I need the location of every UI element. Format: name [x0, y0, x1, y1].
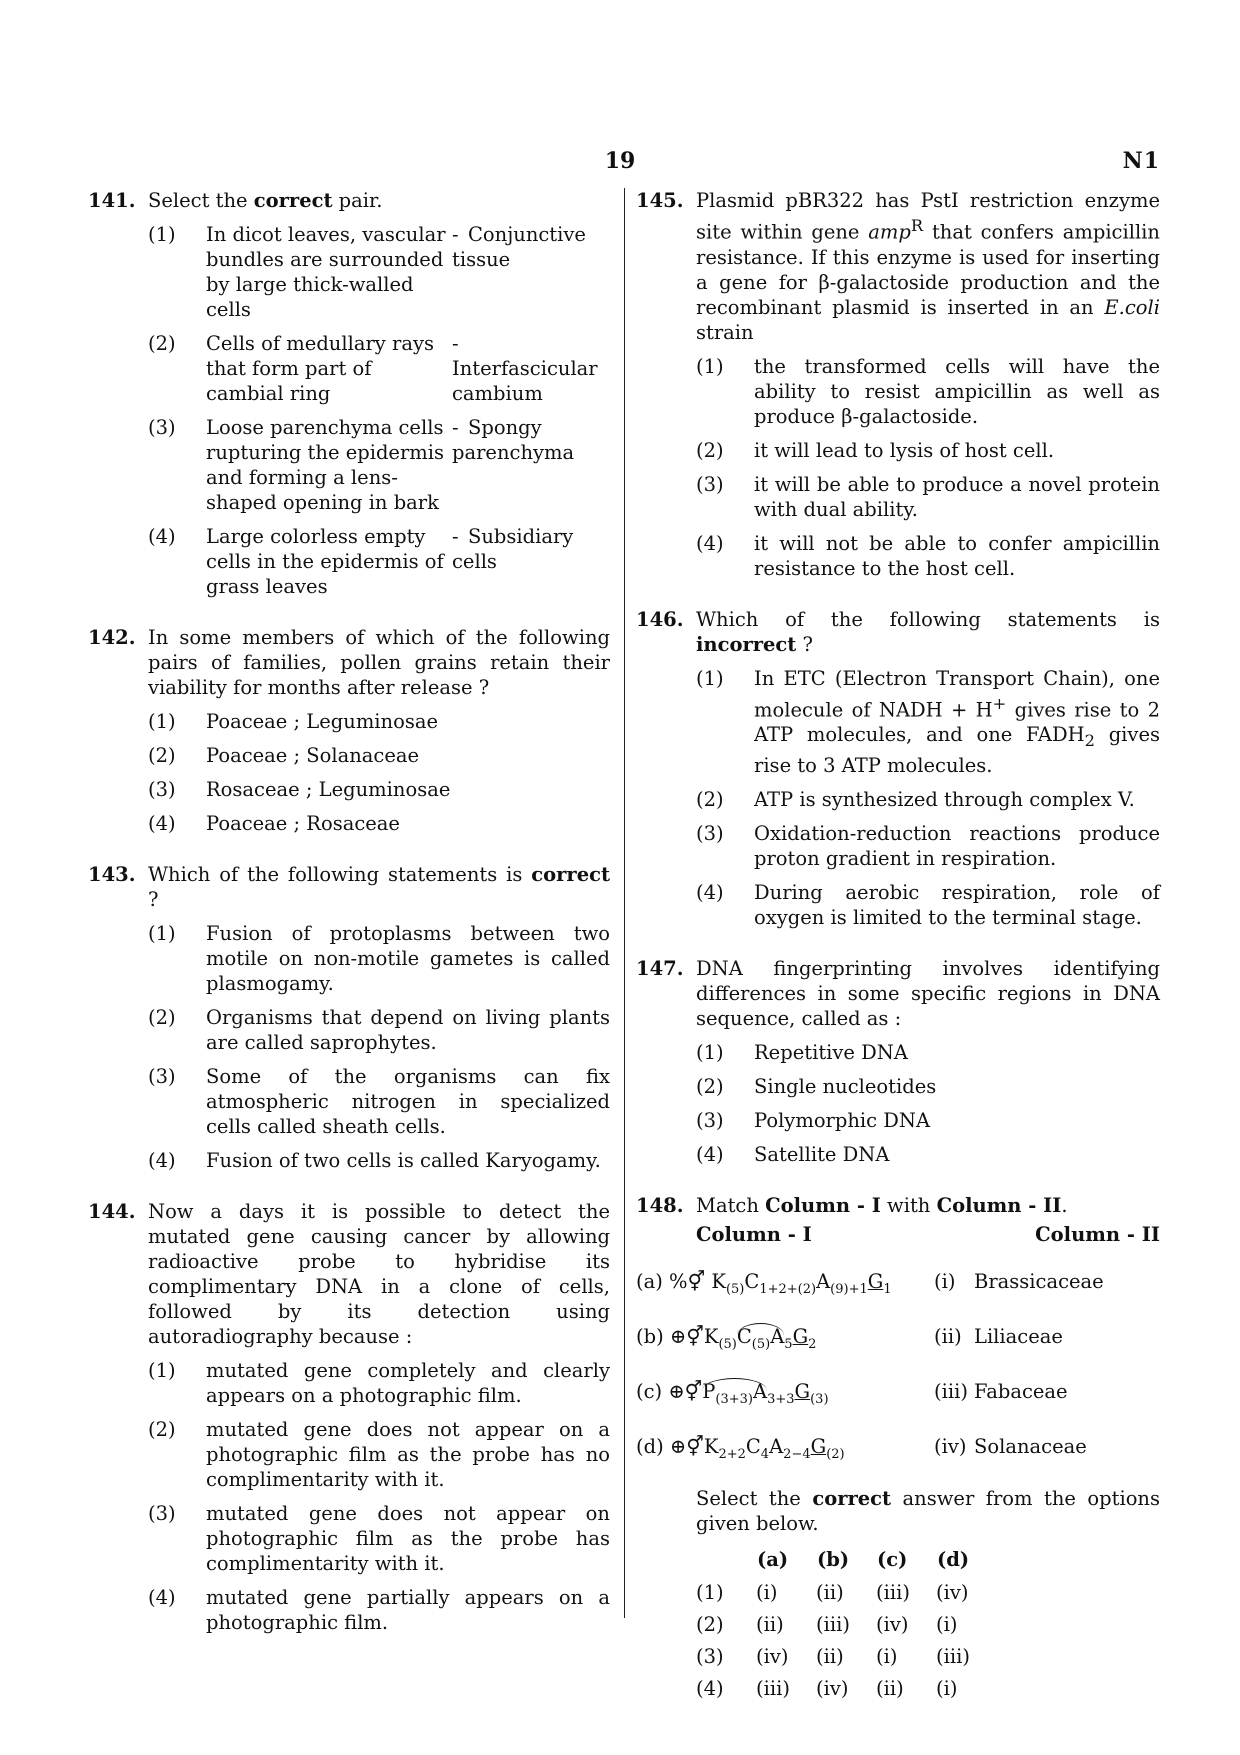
match-block: [636, 1222, 1160, 1705]
question-141: [88, 188, 610, 599]
option-2: (2) Cells of medullary rays that form part of cambial ring -Interfascicular cambium: [148, 332, 598, 405]
pair-left: In dicot leaves, vascular bundles are surrounded by large thick-walled cells: [206, 223, 446, 321]
answer-row-1: (1) (i) (ii) (iii) (iv): [696, 1580, 969, 1604]
question-number: 145.: [636, 189, 684, 212]
question-147: [636, 956, 1160, 1167]
question-number: 146.: [636, 607, 684, 631]
question-number: 147.: [636, 956, 684, 980]
pair-right: Subsidiary cells: [452, 525, 574, 573]
question-number: 148.: [636, 1193, 684, 1217]
question-text: Which of the following statements is correct ?: [148, 863, 610, 911]
match-headers: [636, 1222, 1160, 1247]
paper-code: N1: [1122, 148, 1160, 174]
page-number: 19: [604, 148, 636, 174]
pair-left: Large colorless empty cells in the epidermis of grass leaves: [206, 525, 444, 598]
option-3: (3) Loose parenchyma cells rupturing the epidermis and forming a lens-shaped opening in bark - Spongy parenchyma: [148, 416, 575, 514]
match-right-i: (i) Brassicaceae: [934, 1269, 1104, 1293]
match-right-iv: (iv) Solanaceae: [934, 1434, 1087, 1458]
match-right-ii: (ii) Liliaceae: [934, 1324, 1063, 1348]
option-1: (1) mutated gene completely and clearly appears on a photographic film.: [148, 1359, 610, 1407]
pair-right: Interfascicular cambium: [452, 357, 598, 405]
option-2: (2) mutated gene does not appear on a photographic film as the probe has no complimentarity with it.: [148, 1418, 610, 1491]
floral-formula-d: (d) $\oplus⚥K_{2+2}C_4A_{2-4}G_{(2)}$: [636, 1434, 845, 1462]
option-3: (3) Some of the organisms can fix atmospheric nitrogen in specialized cells called sheath cells.: [148, 1065, 610, 1138]
match-row-b: [636, 1324, 1160, 1357]
option-4: (4) Large colorless empty cells in the epidermis of grass leaves - Subsidiary cells: [148, 525, 574, 598]
question-text: Match Column - I with Column - II.: [696, 1193, 1068, 1217]
question-number: 142.: [88, 626, 136, 649]
option-4: (4) Fusion of two cells is called Karyogamy.: [148, 1149, 601, 1172]
answer-header-row: (a) (b) (c) (d): [757, 1548, 970, 1572]
option-1: (1) the transformed cells will have the ability to resist ampicillin as well as produce β-galactoside.: [696, 354, 1160, 428]
answer-options-table: [696, 1546, 996, 1704]
question-142: [88, 625, 610, 836]
floral-formula-c: (c) $\oplus⚥P_{(3+3)}A_{3+3}G_{(3)}$: [636, 1379, 829, 1407]
question-text: Select the correct pair.: [148, 189, 383, 212]
option-3: (3) mutated gene does not appear on photographic film as the probe has complimentarity with it.: [148, 1502, 610, 1575]
option-3: (3) it will be able to produce a novel protein with dual ability.: [696, 472, 1160, 521]
option-4: (4) During aerobic respiration, role of oxygen is limited to the terminal stage.: [696, 880, 1160, 929]
option-1: (1) Poaceae ; Leguminosae: [148, 710, 439, 733]
question-number: 141.: [88, 189, 136, 212]
right-column: [636, 188, 1160, 1704]
option-2: (2) Organisms that depend on living plants are called saprophytes.: [148, 1006, 610, 1054]
question-text: In some members of which of the following pairs of families, pollen grains retain their viability for months after release ?: [148, 626, 610, 699]
column-divider: [624, 188, 625, 1618]
option-3: (3) Rosaceae ; Leguminosae: [148, 778, 451, 801]
option-4: (4) Satellite DNA: [696, 1142, 890, 1166]
option-2: (2) Poaceae ; Solanaceae: [148, 744, 420, 767]
question-number: 144.: [88, 1200, 136, 1223]
column-2-header: Column - II: [1035, 1222, 1160, 1246]
answer-row-2: (2) (ii) (iii) (iv) (i): [696, 1612, 958, 1636]
answer-row-4: (4) (iii) (iv) (ii) (i): [696, 1676, 958, 1700]
option-4: (4) Poaceae ; Rosaceae: [148, 812, 400, 835]
question-145: [636, 188, 1160, 581]
option-3: (3) Polymorphic DNA: [696, 1108, 931, 1132]
floral-formula-b: (b) $\oplus⚥K_{(5)}C_{(5)}A_5G_2$: [636, 1324, 817, 1352]
question-146: [636, 607, 1160, 930]
pair-right: Spongy parenchyma: [452, 416, 575, 464]
match-row-a: [636, 1269, 1160, 1302]
pair-left: Cells of medullary rays that form part of cambial ring: [206, 332, 434, 405]
option-1: (1) In ETC (Electron Transport Chain), one molecule of NADH + H+ gives rise to 2 ATP molecules, and one $FADH_2$ gives rise to 3 ATP molecules.: [696, 666, 1160, 777]
pair-right: Conjunctive tissue: [452, 223, 586, 271]
option-1: (1) Repetitive DNA: [696, 1040, 908, 1064]
option-1: (1) Fusion of protoplasms between two motile on non-motile gametes is called plasmogamy.: [148, 922, 610, 995]
question-143: [88, 862, 610, 1173]
question-148: [636, 1193, 1160, 1218]
option-4: (4) it will not be able to confer ampicillin resistance to the host cell.: [696, 531, 1160, 580]
option-3: (3) Oxidation-reduction reactions produce proton gradient in respiration.: [696, 821, 1160, 870]
question-text: Plasmid pBR322 has PstI restriction enzyme site within gene amp$^R$ that confers ampicillin resistance. If this enzyme is used for inserting a gene for β-galactoside production and the recombinant plasmid is inserted in an E.coli strain: [696, 189, 1160, 344]
question-text: Which of the following statements is incorrect ?: [696, 607, 1160, 656]
option-4: (4) mutated gene partially appears on a photographic film.: [148, 1586, 610, 1634]
left-column: [88, 188, 610, 1661]
match-row-d: [636, 1434, 1160, 1467]
option-2: (2) ATP is synthesized through complex V.: [696, 787, 1135, 811]
option-2: (2) Single nucleotides: [696, 1074, 937, 1098]
question-144: [88, 1199, 610, 1635]
option-1: (1) In dicot leaves, vascular bundles are surrounded by large thick-walled cells - Conjunctive tissue: [148, 223, 586, 321]
match-row-c: [636, 1379, 1160, 1412]
pair-left: Loose parenchyma cells rupturing the epidermis and forming a lens-shaped opening in bark: [206, 416, 445, 514]
floral-formula-a: (a) %⚥ $K_{(5)}C_{1+2+(2)}A_{(9)+1}G_1$: [636, 1269, 892, 1297]
match-right-iii: (iii) Fabaceae: [934, 1379, 1068, 1403]
select-instruction: Select the correct answer from the options given below.: [696, 1487, 1160, 1536]
option-2: (2) it will lead to lysis of host cell.: [696, 438, 1055, 462]
question-text: DNA fingerprinting involves identifying differences in some specific regions in DNA sequence, called as :: [696, 956, 1160, 1030]
question-text: Now a days it is possible to detect the mutated gene causing cancer by allowing radioactive probe to hybridise its complimentary DNA in a clone of cells, followed by its detection using autoradiography because :: [148, 1200, 610, 1348]
answer-row-3: (3) (iv) (ii) (i) (iii): [696, 1644, 970, 1668]
question-number: 143.: [88, 863, 136, 886]
column-1-header: Column - I: [696, 1222, 812, 1246]
